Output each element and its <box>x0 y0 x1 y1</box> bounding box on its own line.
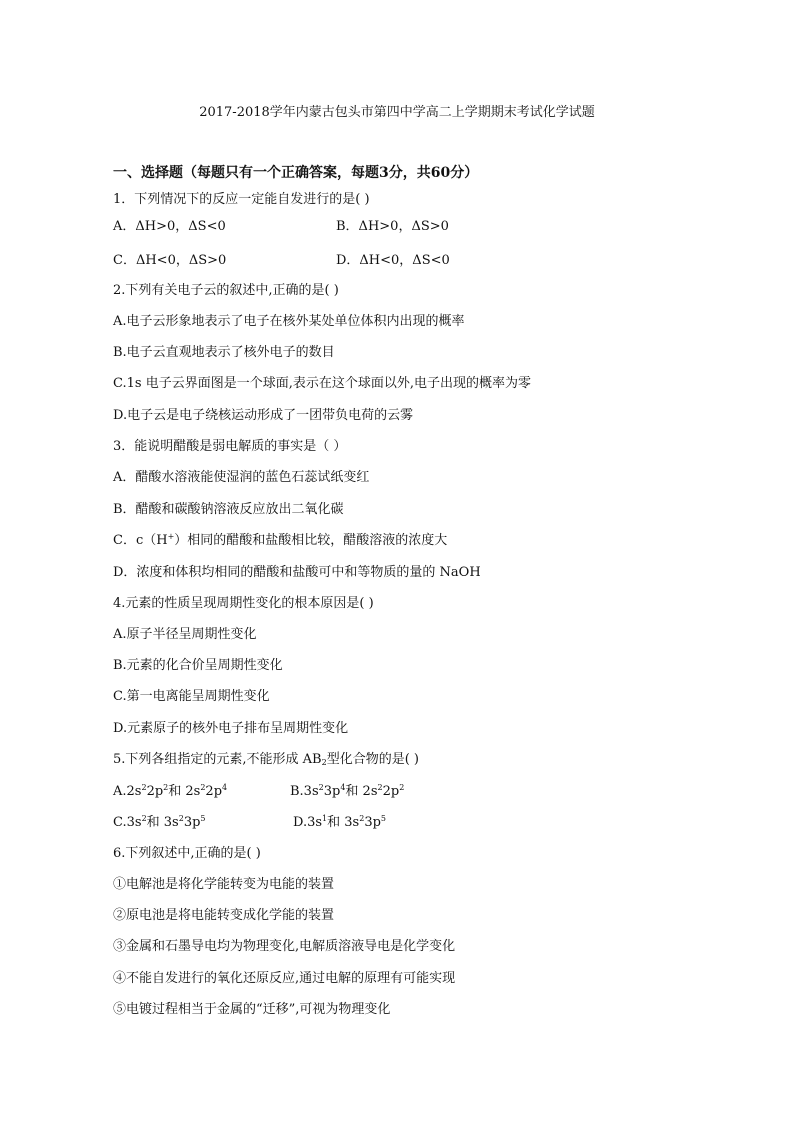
q5c-part3: 3p <box>183 815 201 830</box>
question-2-option-d: D.电子云是电子绕核运动形成了一团带负电荷的云雾 <box>113 408 414 423</box>
question-1-option-c: C．ΔH<0，ΔS>0 <box>113 253 227 268</box>
question-5-option-a <box>113 783 227 801</box>
question-2-option-a: A.电子云形象地表示了电子在核外某处单位体积内出现的概率 <box>113 314 465 329</box>
question-3-option-c-post: ）相同的醋酸和盐酸相比较，醋酸溶液的浓度大 <box>174 533 448 548</box>
question-5-option-d <box>293 814 386 832</box>
q5d-part1: D.3s <box>293 815 323 830</box>
q5c-sup3: 5 <box>200 814 206 823</box>
question-3-option-b: B．醋酸和碳酸钠溶液反应放出二氧化碳 <box>113 502 344 517</box>
question-3-stem: 3．能说明醋酸是弱电解质的事实是（ ） <box>113 439 347 454</box>
question-6-item-4: ④不能自发进行的氧化还原反应,通过电解的原理有可能实现 <box>113 971 456 986</box>
q5b-sup1: 2 <box>318 783 324 792</box>
q5d-sup2: 2 <box>359 814 365 823</box>
question-5-stem-post: 型化合物的是( ) <box>326 752 419 767</box>
question-1-option-a: A．ΔH>0，ΔS<0 <box>113 219 226 234</box>
question-6-stem: 6.下列叙述中,正确的是( ) <box>113 846 261 861</box>
question-4-option-a: A.原子半径呈周期性变化 <box>113 627 257 642</box>
question-6-item-5: ⑤电镀过程相当于金属的“迁移”,可视为物理变化 <box>113 1002 391 1017</box>
question-3-option-c-pre: C．c（H <box>113 533 168 548</box>
q5a-part4: 2p <box>205 784 223 799</box>
q5a-part3: 和 2s <box>168 784 201 799</box>
question-1-option-d: D．ΔH<0，ΔS<0 <box>336 253 450 268</box>
q5c-sup2: 2 <box>178 814 184 823</box>
question-2-option-c: C.1s 电子云界面图是一个球面,表示在这个球面以外,电子出现的概率为零 <box>113 376 531 391</box>
question-5-option-c <box>113 814 206 832</box>
q5d-sup1: 1 <box>322 814 328 823</box>
question-5-stem <box>113 751 419 769</box>
q5b-part3: 和 2s <box>345 784 378 799</box>
section-heading: 一、选择题（每题只有一个正确答案，每题3分，共60分） <box>113 165 479 181</box>
question-4-option-b: B.元素的化合价呈周期性变化 <box>113 658 283 673</box>
document-title: 2017-2018学年内蒙古包头市第四中学高二上学期期末考试化学试题 <box>199 105 595 120</box>
question-4-stem: 4.元素的性质呈现周期性变化的根本原因是( ) <box>113 596 374 611</box>
question-2-option-b: B.电子云直观地表示了核外电子的数目 <box>113 345 335 360</box>
q5b-part4: 2p <box>382 784 400 799</box>
q5b-part2: 3p <box>323 784 341 799</box>
q5c-sup1: 2 <box>141 814 147 823</box>
question-6-item-2: ②原电池是将电能转变成化学能的装置 <box>113 908 335 923</box>
question-4-option-c: C.第一电离能呈周期性变化 <box>113 689 270 704</box>
q5a-part2: 2p <box>146 784 164 799</box>
question-1-stem: 1．下列情况下的反应一定能自发进行的是( ) <box>113 192 370 207</box>
question-3-option-a: A．醋酸水溶液能使湿润的蓝色石蕊试纸变红 <box>113 470 370 485</box>
q5c-part1: C.3s <box>113 815 142 830</box>
q5a-part1: A.2s <box>113 784 142 799</box>
question-1-option-b: B．ΔH>0，ΔS>0 <box>336 219 449 234</box>
question-6-item-3: ③金属和石墨导电均为物理变化,电解质溶液导电是化学变化 <box>113 939 456 954</box>
question-3-option-c-sup: + <box>167 532 175 541</box>
q5a-sup4: 4 <box>222 783 228 792</box>
q5d-part3: 3p <box>364 815 381 830</box>
question-4-option-d: D.元素原子的核外电子排布呈周期性变化 <box>113 721 349 736</box>
q5d-sup3: 5 <box>380 814 386 823</box>
question-2-stem: 2.下列有关电子云的叙述中,正确的是( ) <box>113 283 339 298</box>
q5a-sup1: 2 <box>141 783 147 792</box>
question-5-stem-sub: 2 <box>321 758 327 767</box>
question-3-option-c <box>113 532 447 550</box>
q5a-sup3: 2 <box>200 783 206 792</box>
q5b-sup2: 4 <box>340 783 346 792</box>
q5a-sup2: 2 <box>163 783 169 792</box>
question-6-item-1: ①电解池是将化学能转变为电能的装置 <box>113 877 335 892</box>
q5c-part2: 和 3s <box>146 815 179 830</box>
q5b-sup4: 2 <box>399 783 405 792</box>
question-3-option-d: D．浓度和体积均相同的醋酸和盐酸可中和等物质的量的 NaOH <box>113 565 481 580</box>
question-5-option-b <box>290 783 404 801</box>
question-5-stem-pre: 5.下列各组指定的元素,不能形成 AB <box>113 752 322 767</box>
q5b-part1: B.3s <box>290 784 319 799</box>
q5b-sup3: 2 <box>377 783 383 792</box>
q5d-part2: 和 3s <box>327 815 360 830</box>
